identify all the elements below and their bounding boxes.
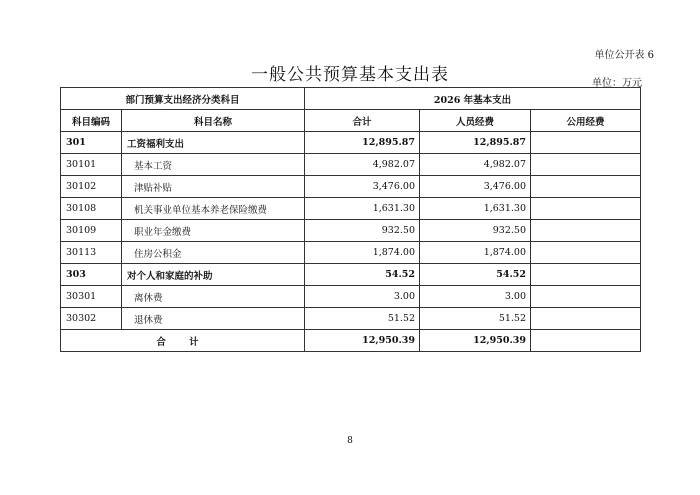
row-public (531, 154, 641, 176)
row-name: 机关事业单位基本养老保险缴费 (122, 198, 305, 220)
total-amount: 12,950.39 (305, 330, 420, 352)
group-header-classification: 部门预算支出经济分类科目 (61, 88, 305, 110)
row-name: 对个人和家庭的补助 (122, 264, 305, 286)
row-public (531, 308, 641, 330)
row-name: 职业年金缴费 (122, 220, 305, 242)
row-personnel: 54.52 (420, 264, 531, 286)
row-personnel: 3.00 (420, 286, 531, 308)
row-name: 离休费 (122, 286, 305, 308)
row-public (531, 132, 641, 154)
column-header-personnel: 人员经费 (420, 110, 531, 132)
total-personnel: 12,950.39 (420, 330, 531, 352)
table-row (61, 286, 641, 308)
table-row (61, 154, 641, 176)
table-row (61, 132, 641, 154)
row-name: 退休费 (122, 308, 305, 330)
row-total: 4,982.07 (305, 154, 420, 176)
row-personnel: 12,895.87 (420, 132, 531, 154)
total-public (531, 330, 641, 352)
row-code: 30101 (61, 154, 122, 176)
row-personnel: 3,476.00 (420, 176, 531, 198)
row-public (531, 242, 641, 264)
row-total: 1,631.30 (305, 198, 420, 220)
basic-expenditure-table (60, 87, 641, 352)
row-personnel: 932.50 (420, 220, 531, 242)
row-public (531, 198, 641, 220)
row-public (531, 286, 641, 308)
column-header-row (61, 110, 641, 132)
column-header-total: 合计 (305, 110, 420, 132)
row-name: 基本工资 (122, 154, 305, 176)
row-code: 30113 (61, 242, 122, 264)
row-personnel: 1,631.30 (420, 198, 531, 220)
row-personnel: 51.52 (420, 308, 531, 330)
row-total: 54.52 (305, 264, 420, 286)
row-public (531, 220, 641, 242)
row-total: 3,476.00 (305, 176, 420, 198)
total-row (61, 330, 641, 352)
row-name: 津贴补贴 (122, 176, 305, 198)
row-total: 51.52 (305, 308, 420, 330)
row-code: 301 (61, 132, 122, 154)
page-number: 8 (347, 436, 353, 446)
column-header-public: 公用经费 (531, 110, 641, 132)
page-title: 一般公共预算基本支出表 (251, 65, 449, 85)
form-number: 单位公开表 6 (594, 50, 654, 61)
row-name: 住房公积金 (122, 242, 305, 264)
row-personnel: 4,982.07 (420, 154, 531, 176)
row-name: 工资福利支出 (122, 132, 305, 154)
table-row (61, 308, 641, 330)
row-total: 12,895.87 (305, 132, 420, 154)
group-header-basic-expenditure: 2026 年基本支出 (305, 88, 641, 110)
table-row (61, 264, 641, 286)
row-code: 30109 (61, 220, 122, 242)
row-total: 932.50 (305, 220, 420, 242)
row-personnel: 1,874.00 (420, 242, 531, 264)
table-row (61, 242, 641, 264)
row-total: 3.00 (305, 286, 420, 308)
row-public (531, 176, 641, 198)
row-code: 30102 (61, 176, 122, 198)
column-header-code: 科目编码 (61, 110, 122, 132)
total-label: 合 计 (61, 330, 305, 352)
table-row (61, 198, 641, 220)
row-code: 30301 (61, 286, 122, 308)
row-code: 303 (61, 264, 122, 286)
table-row (61, 176, 641, 198)
unit-label: 单位：万元 (592, 78, 642, 89)
table-row (61, 220, 641, 242)
row-code: 30302 (61, 308, 122, 330)
column-header-name: 科目名称 (122, 110, 305, 132)
group-header-row (61, 88, 641, 110)
row-total: 1,874.00 (305, 242, 420, 264)
row-public (531, 264, 641, 286)
row-code: 30108 (61, 198, 122, 220)
